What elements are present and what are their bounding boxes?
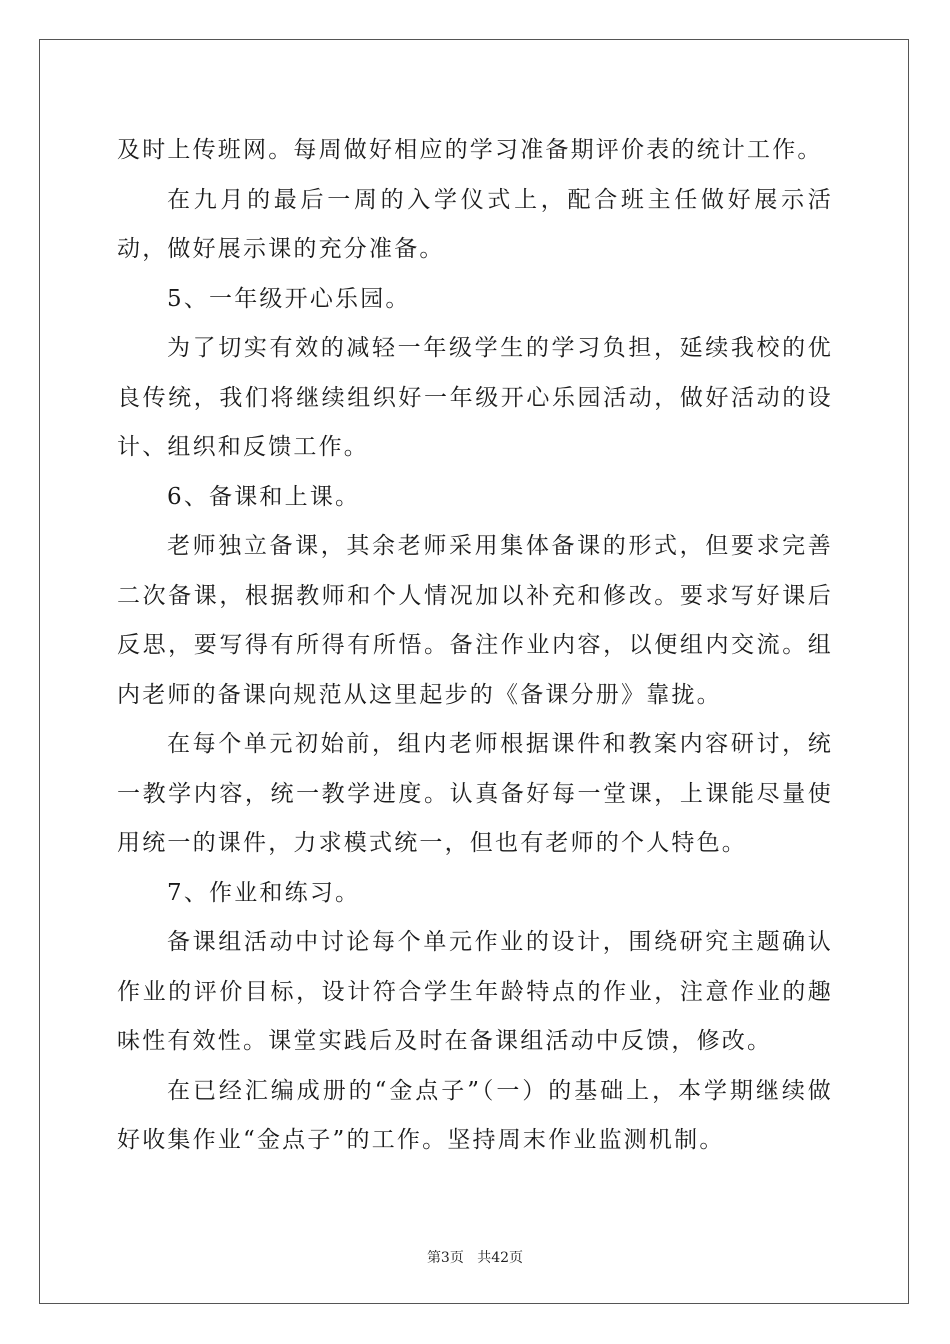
paragraph: 为了切实有效的减轻一年级学生的学习负担，延续我校的优良传统，我们将继续组织好一年级开心乐园活动，做好活动的设计、组织和反馈工作。 — [117, 335, 833, 460]
paragraph: 老师独立备课，其余老师采用集体备课的形式，但要求完善二次备课，根据教师和个人情况加以补充和修改。要求写好课后反思，要写得有所得有所悟。备注作业内容，以便组内交流。组内老师的备课向规范从这里起步的《备课分册》靠拢。 — [117, 533, 833, 708]
page-footer — [0, 1247, 950, 1267]
page-number: 第3页 — [426, 1250, 464, 1266]
paragraph: 在九月的最后一周的入学仪式上，配合班主任做好展示活动，做好展示课的充分准备。 — [117, 186, 833, 262]
paragraph: 及时上传班网。每周做好相应的学习准备期评价表的统计工作。 — [117, 137, 823, 163]
page-total: 共42页 — [477, 1250, 524, 1266]
document-body — [117, 126, 833, 1166]
paragraph: 备课组活动中讨论每个单元作业的设计，围绕研究主题确认作业的评价目标，设计符合学生年龄特点的作业，注意作业的趣味性有效性。课堂实践后及时在备课组活动中反馈，修改。 — [117, 929, 833, 1054]
section-heading: 7、作业和练习。 — [167, 879, 361, 906]
paragraph: 在每个单元初始前，组内老师根据课件和教案内容研讨，统一教学内容，统一教学进度。认真备好每一堂课，上课能尽量使用统一的课件，力求模式统一，但也有老师的个人特色。 — [117, 731, 833, 856]
footer-separator — [464, 1250, 477, 1266]
section-heading: 5、一年级开心乐园。 — [167, 285, 411, 312]
section-heading: 6、备课和上课。 — [167, 483, 361, 510]
paragraph: 在已经汇编成册的“金点子”（一）的基础上，本学期继续做好收集作业“金点子”的工作。坚持周末作业监测机制。 — [117, 1077, 833, 1153]
